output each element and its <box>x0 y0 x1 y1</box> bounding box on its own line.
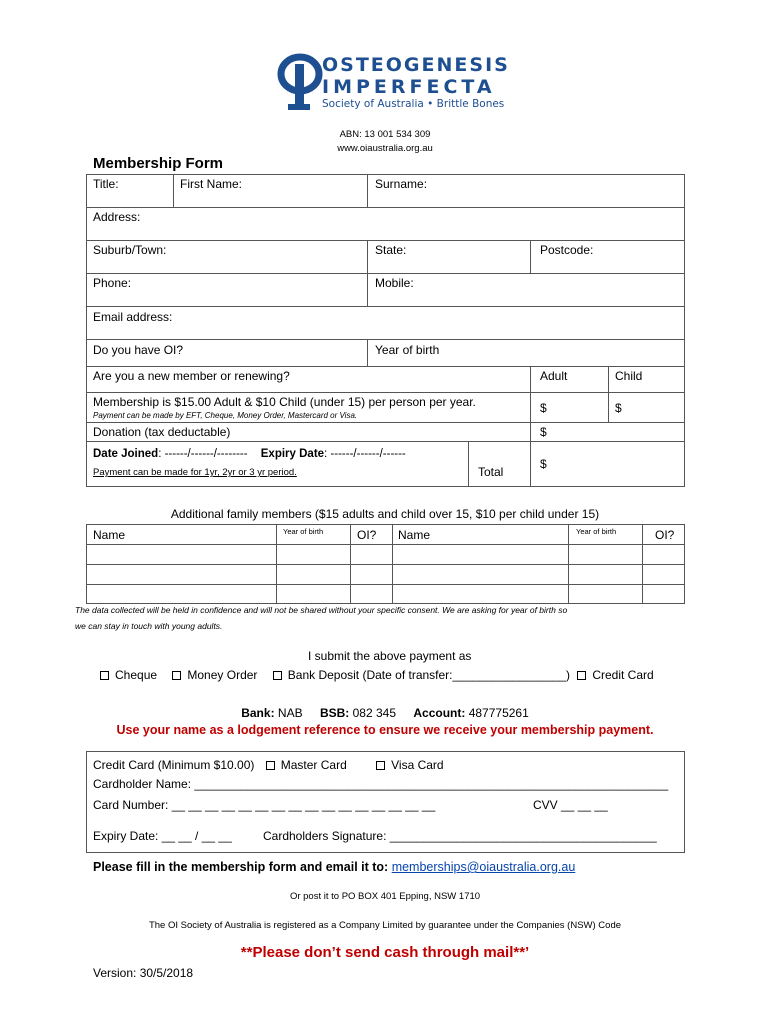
state-label: State: <box>375 243 407 257</box>
visa-card-label: Visa Card <box>391 758 444 772</box>
payment-options-row <box>100 668 654 682</box>
card-expiry-field[interactable]: Expiry Date: __ __ / __ __ <box>93 829 232 843</box>
new-or-renew-label: Are you a new member or renewing? <box>93 369 290 383</box>
bank-value: NAB <box>277 706 303 720</box>
privacy-note-line2: we can stay in touch with young adults. <box>75 621 223 631</box>
expiry-date-label: Expiry Date <box>260 448 325 460</box>
email-colon: : <box>384 860 392 874</box>
bsb-value: 082 345 <box>352 706 397 720</box>
cheque-label: Cheque <box>115 668 158 682</box>
submit-payment-text: I submit the above payment as <box>308 649 472 663</box>
version: Version: 30/5/2018 <box>93 966 194 980</box>
email-instruction-row <box>93 860 575 874</box>
visa-card-option[interactable] <box>376 758 443 772</box>
family-yob-header-1: Year of birth <box>283 527 324 536</box>
privacy-note-line1: The data collected will be held in confidence and will not be shared without your specific consent. We are asking for year of birth so <box>75 605 568 615</box>
payment-period-note: Payment can be made for 1yr, 2yr or 3 yr period. <box>93 467 297 478</box>
adult-fee-dollar: $ <box>540 401 547 415</box>
family-yob-header-2: Year of birth <box>576 527 617 536</box>
child-fee-dollar: $ <box>615 401 622 415</box>
cheque-option[interactable] <box>100 668 157 682</box>
bsb-label: BSB: <box>319 706 350 720</box>
email-instruction: Please fill in the membership form and email it to <box>93 860 385 874</box>
postcode-label: Postcode: <box>540 243 594 257</box>
website: www.oiaustralia.org.au <box>337 143 433 154</box>
card-type-row <box>93 758 444 772</box>
abn: ABN: 13 001 534 309 <box>339 129 431 140</box>
registration-note: The OI Society of Australia is registered as a Company Limited by guarantee under the Companies (NSW) Code <box>148 920 622 931</box>
membership-email-link[interactable]: memberships@oiaustralia.org.au <box>391 860 576 874</box>
signature-field[interactable]: Cardholders Signature: ________________________________________ <box>263 829 657 843</box>
surname-label: Surname: <box>375 177 428 191</box>
cardholder-name-field[interactable]: Cardholder Name: _______________________________________________________________________ <box>93 777 669 791</box>
family-oi-header-2: OI? <box>655 528 675 542</box>
form-title: Membership Form <box>93 155 224 172</box>
title-label: Title: <box>93 177 119 191</box>
suburb-label: Suburb/Town: <box>93 243 167 257</box>
family-heading: Additional family members ($15 adults and child over 15, $10 per child under 15) <box>170 507 600 521</box>
phone-label: Phone: <box>93 276 132 290</box>
total-dollar: $ <box>540 457 547 471</box>
master-card-option[interactable] <box>266 758 347 772</box>
visa-card-checkbox[interactable] <box>376 761 385 770</box>
total-label: Total <box>478 465 504 479</box>
post-address: Or post it to PO BOX 401 Epping, NSW 1710 <box>289 891 481 902</box>
cash-warning: **Please don’t send cash through mail**’ <box>240 944 530 961</box>
surname-input[interactable] <box>368 175 684 206</box>
date-joined-value: : ------/------/-------- <box>158 448 248 460</box>
payment-methods-note: Payment can be made by EFT, Cheque, Money Order, Mastercard or Visa. <box>93 411 358 420</box>
card-number-field[interactable]: Card Number: __ __ __ __ __ __ __ __ __ __ __ __ __ __ __ __ <box>93 798 436 812</box>
adult-label: Adult <box>540 369 568 383</box>
card-minimum-label: Credit Card (Minimum $10.00) <box>93 758 255 772</box>
cheque-checkbox[interactable] <box>100 671 109 680</box>
date-joined-label: Date Joined <box>93 448 159 460</box>
address-input[interactable] <box>87 208 684 239</box>
donation-label: Donation (tax deductable) <box>93 425 231 439</box>
money-order-checkbox[interactable] <box>172 671 181 680</box>
credit-card-option[interactable] <box>577 668 653 682</box>
date-joined-row <box>93 448 406 460</box>
first-name-label: First Name: <box>180 177 243 191</box>
society-logo <box>276 52 516 114</box>
address-label: Address: <box>93 210 141 224</box>
master-card-label: Master Card <box>280 758 347 772</box>
bank-deposit-option[interactable] <box>273 668 570 682</box>
cvv-field[interactable]: CVV __ __ __ <box>533 798 608 812</box>
bank-deposit-checkbox[interactable] <box>273 671 282 680</box>
mobile-label: Mobile: <box>375 276 414 290</box>
year-of-birth-label: Year of birth <box>375 343 440 357</box>
have-oi-label: Do you have OI? <box>93 343 184 357</box>
family-oi-header-1: OI? <box>357 528 377 542</box>
expiry-date-value: : ------/------/------ <box>324 448 406 460</box>
account-label: Account: <box>413 706 466 720</box>
logo-line1: OSTEOGENESIS <box>322 54 510 76</box>
donation-dollar: $ <box>540 425 547 439</box>
logo-subtitle: Society of Australia • Brittle Bones <box>322 98 505 110</box>
bank-label: Bank: <box>241 706 275 720</box>
money-order-label: Money Order <box>187 668 258 682</box>
email-label: Email address: <box>93 310 173 324</box>
lodgement-warning: Use your name as a lodgement reference to ensure we receive your membership payment. <box>116 723 654 737</box>
family-name-header-1: Name <box>93 528 126 542</box>
credit-card-label: Credit Card <box>592 668 654 682</box>
money-order-option[interactable] <box>172 668 257 682</box>
credit-card-checkbox[interactable] <box>577 671 586 680</box>
logo-line2: IMPERFECTA <box>322 76 496 98</box>
master-card-checkbox[interactable] <box>266 761 275 770</box>
bank-details <box>0 706 770 720</box>
bank-deposit-label: Bank Deposit (Date of transfer:_________________) <box>287 668 570 682</box>
child-label: Child <box>615 369 643 383</box>
account-value: 487775261 <box>468 706 529 720</box>
membership-fee-text: Membership is $15.00 Adult & $10 Child (under 15) per person per year. <box>93 395 476 409</box>
family-name-header-2: Name <box>398 528 431 542</box>
